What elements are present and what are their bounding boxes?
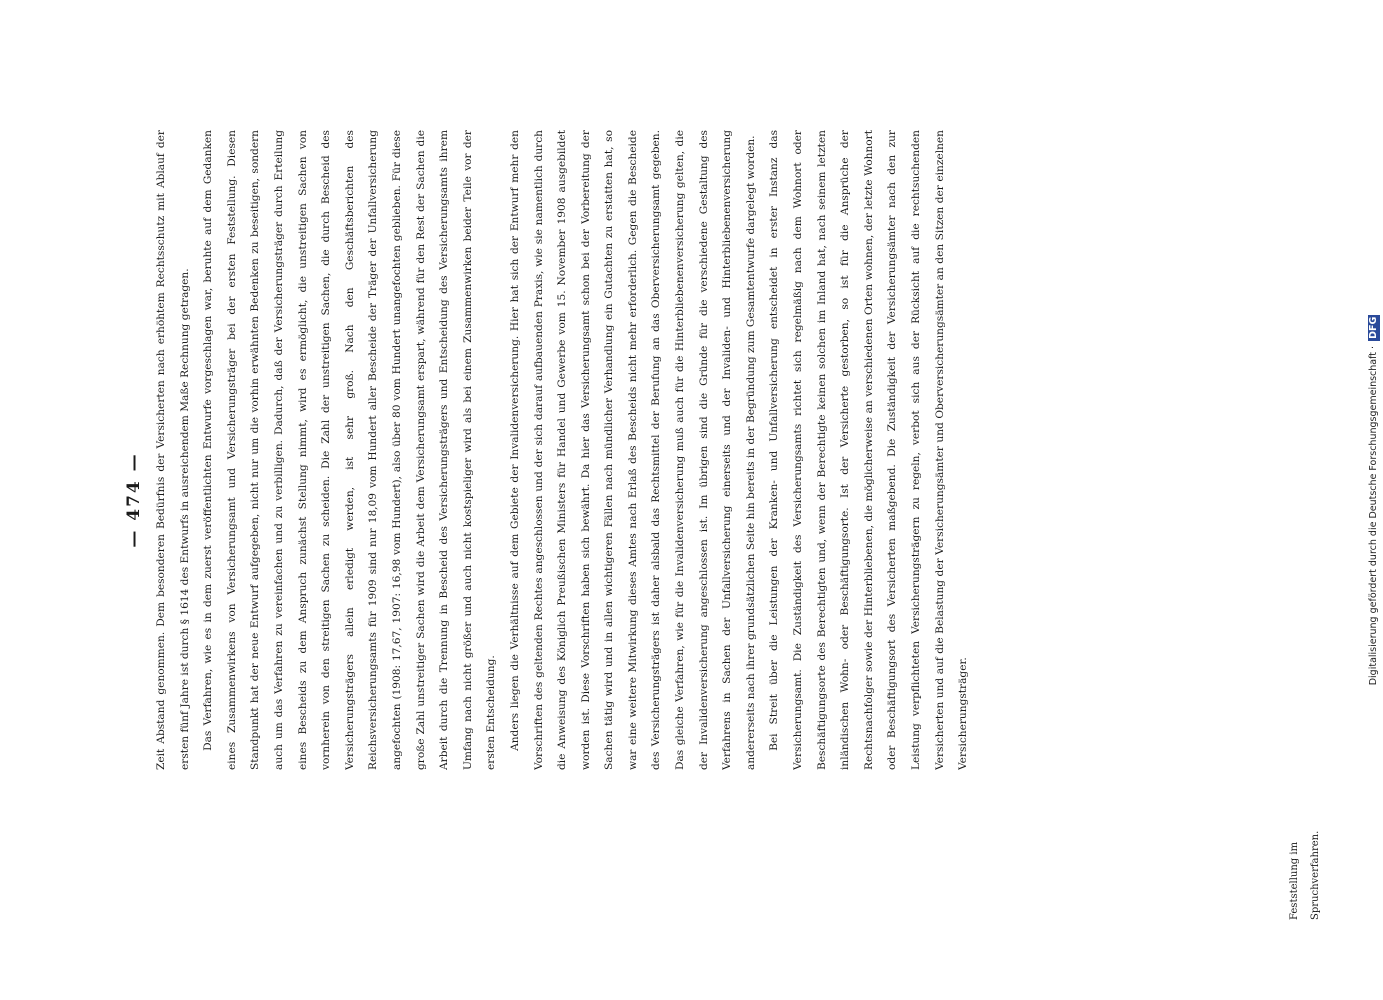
- page-number: — 474 —: [124, 452, 144, 548]
- body-text: [150, 130, 1260, 770]
- digitization-stamp: [1368, 0, 1380, 1000]
- paragraph: Bei Streit über die Leistungen der Kranken- und Unfallversicherung entscheidet in erster Instanz das Versicherungsamt. Die Zuständigkeit des Versicherungsamts richtet sich regelmäßig nach dem Wohnort oder Beschäftigungsorte des Berechtigten und, wenn der Berechtigte keinen solchen im Inland hat, nach seinem letzten inländischen Wohn- oder Beschäftigungsorte. Ist der Versicherte gestorben, so ist für die Ansprüche der Rechtsnachfolger sowie der Hinterbliebenen, die möglicherweise an verschiedenen Orten wohnen, der letzte Wohnort oder Beschäftigungsort des Versicherten maßgebend. Die Zuständigkeit der Versicherungsämter nach den zur Leistung verpflichteten Versicherungsträgern zu regeln, verbot sich aus der Rücksicht auf die rechtsuchenden Versicherten und auf die Belastung der Versicherungsämter und Oberversicherungsämter an den Sitzen der einzelnen Versicherungsträger.: [768, 130, 970, 770]
- paragraph: Anders liegen die Verhältnisse auf dem Gebiete der Invalidenversicherung. Hier hat sich der Entwurf mehr den Vorschriften des geltenden Rechtes angeschlossen und der sich darauf aufbauenden Praxis, wie sie namentlich durch die Anweisung des Königlich Preußischen Ministers für Handel und Gewerbe vom 15. November 1908 ausgebildet worden ist. Diese Vorschriften haben sich bewährt. Da hier das Versicherungsamt schon bei der Vorbereitung der Sachen tätig wird und in allen wichtigeren Fällen nach mündlicher Verhandlung ein Gutachten zu erstatten hat, so war eine weitere Mitwirkung dieses Amtes nach Erlaß des Bescheids nicht mehr erforderlich. Gegen die Bescheide des Versicherungsträgers ist daher alsbald das Rechtsmittel der Berufung an das Oberversicherungsamt gegeben. Das gleiche Verfahren, wie für die Invalidenversicherung muß auch für die Hinterbliebenenversicherung gelten, die der Invalidenversicherung angeschlossen ist. Im übrigen sind die Gründe für die verschiedene Gestaltung des Verfahrens in Sachen der Unfallversicherung einerseits und der Invaliden- und Hinterbliebenenversicherung andererseits nach ihrer grundsätzlichen Seite hin bereits in der Begründung zum Gesamtentwurfe dargelegt worden.: [508, 130, 757, 770]
- margin-note: Feststellung im Spruchverfahren.: [1289, 830, 1321, 920]
- paragraph: Das Verfahren, wie es in dem zuerst veröffentlichten Entwurfe vorgeschlagen war, beruhte auf dem Gedanken eines Zusammenwirkens von Versicherungsamt und Versicherungsträger bei der ersten Feststellung. Diesen Standpunkt hat der neue Entwurf aufgegeben, nicht nur um die vorhin erwähnten Bedenken zu beseitigen, sondern auch um das Verfahren zu vereinfachen und zu verbilligen. Dadurch, daß der Versicherungsträger durch Erteilung eines Bescheids zu dem Anspruch zunächst Stellung nimmt, wird es ermöglicht, die unstreitigen Sachen von vornherein von den streitigen Sachen zu scheiden. Die Zahl der unstreitigen Sachen, die durch Bescheid des Versicherungsträgers allein erledigt werden, ist sehr groß. Nach den Geschäftsberichten des Reichsversicherungsamts für 1909 sind nur 18,09 vom Hundert aller Bescheide der Träger der Unfallversicherung angefochten (1908: 17,67, 1907: 16,98 vom Hundert), also über 80 vom Hundert unangefochten geblieben. Für diese große Zahl unstreitiger Sachen wird die Arbeit dem Versicherungsamt erspart, während für den Rest der Sachen die Arbeit durch die Trennung in Bescheid des Versicherungsträgers und Entscheidung des Versicherungsamts ihrem Umfang nach nicht größer und auch nicht kostspieliger wird als bei einem Zusammenwirken beider Teile vor der ersten Entscheidung.: [202, 130, 498, 770]
- paragraph: Zeit Abstand genommen. Dem besonderen Bedürfnis der Versicherten nach erhöhtem Rechtsschutz mit Ablauf der ersten fünf Jahre ist durch § 1614 des Entwurfs in ausreichendem Maße Rechnung getragen.: [155, 130, 191, 770]
- dfg-logo: DFG: [1368, 316, 1379, 339]
- digitization-notice: Digitalisierung gefördert durch die Deutsche Forschungsgemeinschaft ·: [1368, 345, 1379, 686]
